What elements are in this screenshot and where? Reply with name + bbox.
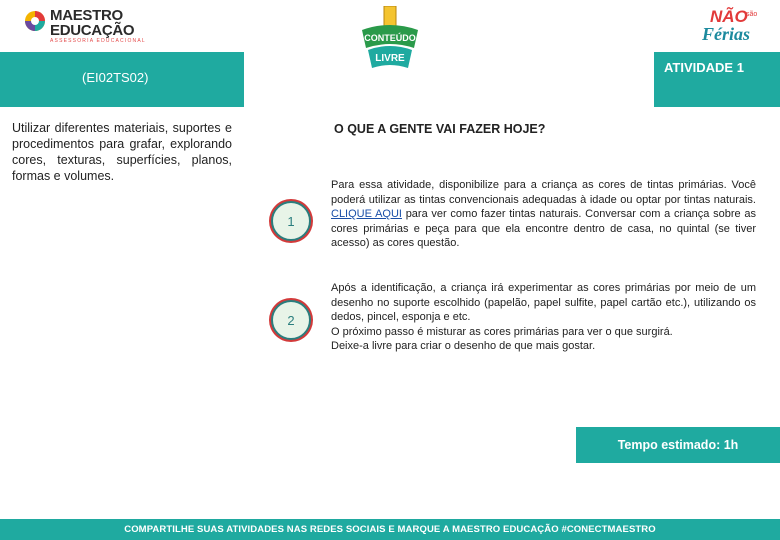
step-2-paragraph-2: O próximo passo é misturar as cores primárias para ver o que surgirá. [331, 325, 673, 338]
main-question: O QUE A GENTE VAI FAZER HOJE? [334, 122, 546, 136]
logo-educacao: EDUCAÇÃO [50, 22, 135, 39]
step-number-1-label: 1 [287, 213, 295, 229]
badge-line1: CONTEÚDO [364, 33, 416, 43]
step-1-text-after: para ver como fazer tintas naturais. Conversar com a criança sobre as cores primárias e peça para que ela encontre dentro de casa, no quintal (se tiver acesso) as cores questão. [331, 208, 756, 249]
bncc-code: (EI02TS02) [82, 70, 149, 85]
conteudo-livre-badge-icon [354, 6, 426, 78]
logo-tagline: ASSESSORIA EDUCACIONAL [50, 38, 146, 44]
time-estimate-box [576, 427, 780, 463]
step-number-2 [271, 300, 311, 340]
step-number-1 [271, 201, 311, 241]
time-estimate: Tempo estimado: 1h [617, 438, 739, 452]
logo-sao: são [746, 11, 758, 18]
footer-bar [0, 519, 780, 540]
step-2-paragraph-3: Deixe-a livre para criar o desenho de que mais gostar. [331, 340, 596, 352]
step-1-text-before: Para essa atividade, disponibilize para a criança as cores de tintas primárias. Você poderá utilizar as tintas convencionais adequadas à idade ou optar por tintas naturais. [331, 179, 756, 206]
step-2-text [331, 281, 756, 354]
footer-text: COMPARTILHE SUAS ATIVIDADES NAS REDES SOCIAIS E MARQUE A MAESTRO EDUCAÇÃO #CONECTMAESTRO [124, 524, 656, 535]
logo-ferias: Férias [702, 24, 751, 44]
banner-white-panel [244, 52, 654, 107]
nao-sao-ferias-logo [692, 4, 762, 48]
clique-aqui-link[interactable]: CLIQUE AQUI [331, 208, 402, 220]
step-1-text [331, 178, 756, 251]
step-number-2-label: 2 [287, 312, 295, 328]
logo-nao: NÃO [710, 7, 748, 26]
maestro-logo-icon [24, 10, 46, 32]
objective-text: Utilizar diferentes materiais, suportes e procedimentos para grafar, explorando cores, texturas, superfícies, planos, formas e volumes. [12, 121, 232, 183]
activity-label: ATIVIDADE 1 [664, 60, 744, 75]
badge-line2: LIVRE [375, 53, 405, 64]
step-2-paragraph-1: Após a identificação, a criança irá experimentar as cores primárias por meio de um desenho no suporte escolhido (papelão, papel sulfite, papel cartão etc.), utilizando os dedos, pincel, esponja e etc. [331, 282, 756, 323]
logo-maestro: MAESTRO [50, 7, 123, 24]
